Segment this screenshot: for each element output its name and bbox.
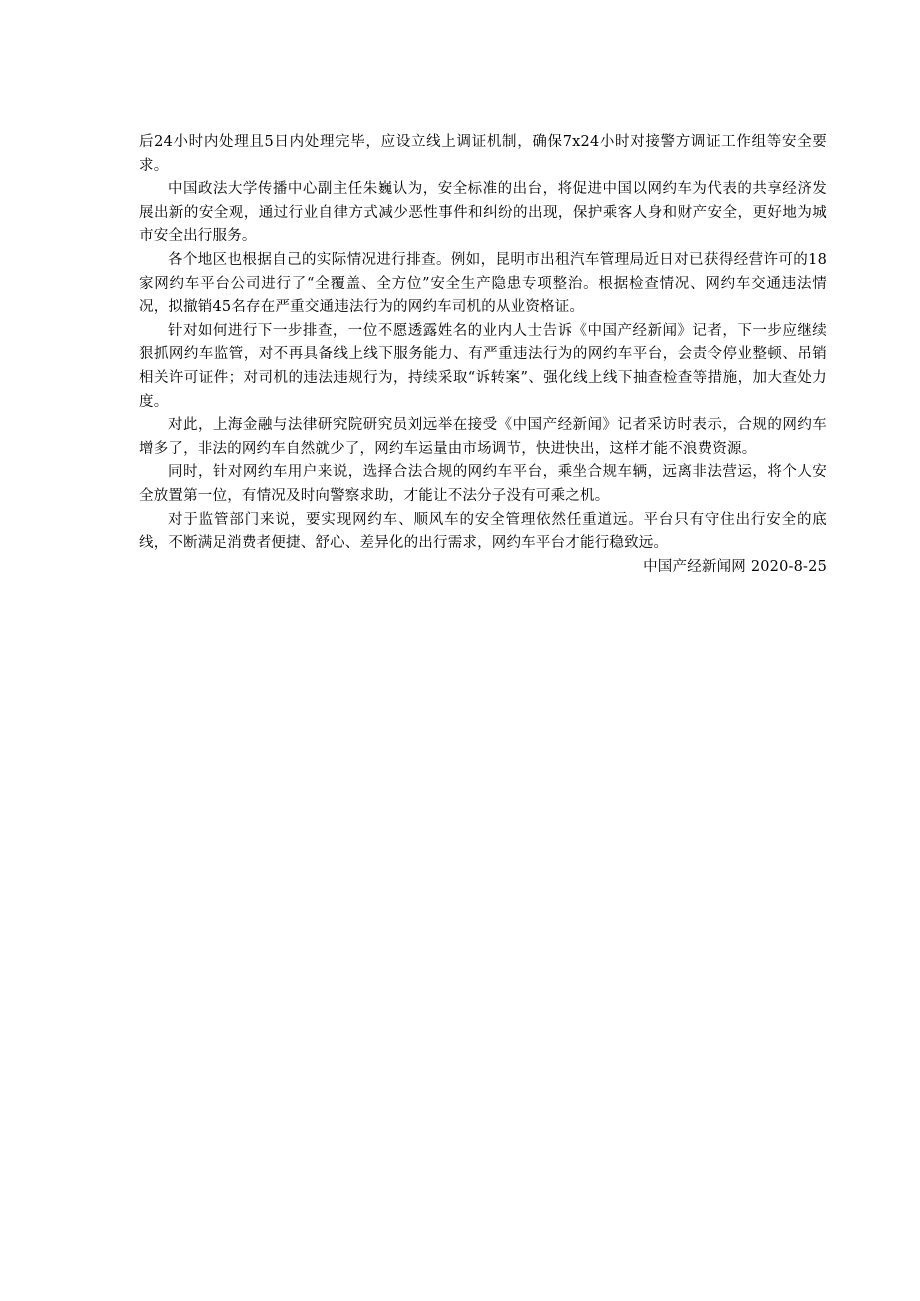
document-page xyxy=(139,131,827,579)
paragraph-kunming-inspection: 各个地区也根据自己的实际情况进行排查。例如，昆明市出租汽车管理局近日对已获得经营许可的18家网约车平台公司进行了“全覆盖、全方位”安全生产隐患专项整治。根据检查情况、网约车交通违法情况，拟撤销45名存在严重交通违法行为的网约车司机的从业资格证。 xyxy=(139,251,827,316)
paragraph-next-steps: 针对如何进行下一步排查，一位不愿透露姓名的业内人士告诉《中国产经新闻》记者，下一步应继续狠抓网约车监管，对不再具备线上线下服务能力、有严重违法行为的网约车平台，会责令停业整顿、吊销相关许可证件；对司机的违法违规行为，持续采取“诉转案”、强化线上线下抽查检查等措施，加大查处力度。 xyxy=(139,322,827,410)
paragraph-continuation: 后24小时内处理且5日内处理完毕，应设立线上调证机制，确保7x24小时对接警方调证工作组等安全要求。 xyxy=(139,134,827,174)
source-date-line: 中国产经新闻网 2020-8-25 xyxy=(643,558,827,575)
paragraph-liu-yuanju-quote: 对此，上海金融与法律研究院研究员刘远举在接受《中国产经新闻》记者采访时表示，合规的网约车增多了，非法的网约车自然就少了，网约车运量由市场调节，快进快出，这样才能不浪费资源。 xyxy=(139,417,827,457)
paragraph-zhu-wei-quote: 中国政法大学传播中心副主任朱巍认为，安全标准的出台，将促进中国以网约车为代表的共享经济发展出新的安全观，通过行业自律方式减少恶性事件和纠纷的出现，保护乘客人身和财产安全，更好地为城市安全出行服务。 xyxy=(139,181,827,245)
paragraph-regulator-conclusion: 对于监管部门来说，要实现网约车、顺风车的安全管理依然任重道远。平台只有守住出行安全的底线，不断满足消费者便捷、舒心、差异化的出行需求，网约车平台才能行稳致远。 xyxy=(139,511,827,552)
paragraph-user-advice: 同时，针对网约车用户来说，选择合法合规的网约车平台，乘坐合规车辆，远离非法营运，将个人安全放置第一位，有情况及时向警察求助，才能让不法分子没有可乘之机。 xyxy=(139,464,827,504)
